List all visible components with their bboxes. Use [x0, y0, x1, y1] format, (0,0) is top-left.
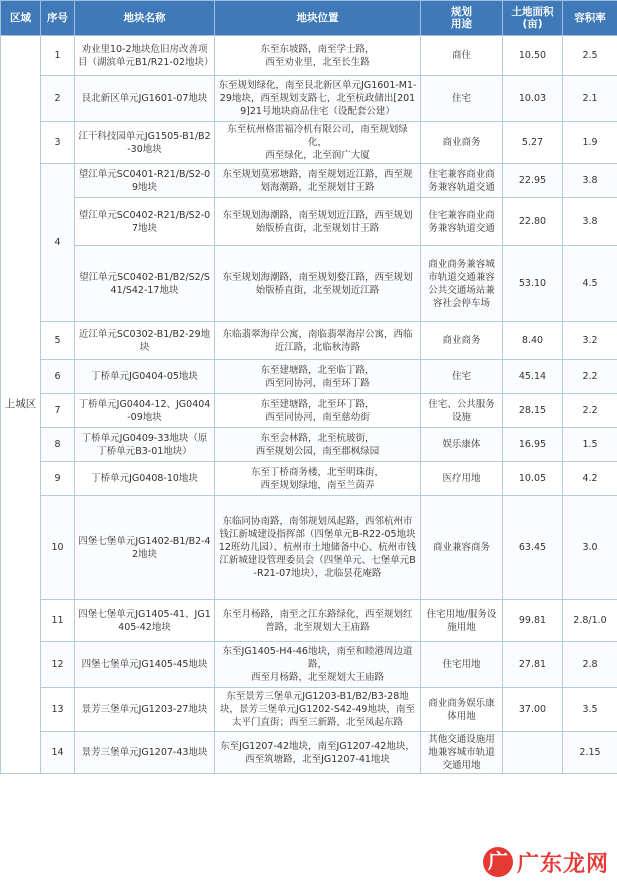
land-area-cell: 28.15: [503, 394, 563, 428]
plot-location-cell: 东至建塘路，北至环丁路， 西至同协河，南至慈幼街: [215, 394, 421, 428]
plot-name-cell: 四堡七堡单元JG1405-41、JG1405-42地块: [75, 600, 215, 642]
plot-location-cell: 东至会林路，北至杭玻街， 西至规划公园，南至郡枫绿园: [215, 428, 421, 462]
floor-area-ratio-cell: 3.2: [563, 322, 617, 360]
plot-location-cell: 东至建塘路，北至临丁路， 西至同协河，南至环丁路: [215, 360, 421, 394]
plot-name-cell: 四堡七堡单元JG1405-45地块: [75, 642, 215, 688]
plot-location-cell: 东至规划海潮路，南至规划近江路，西至规划始版桥直街，北至规划甘王路: [215, 198, 421, 246]
planned-use-cell: 住宅: [421, 76, 503, 122]
planned-use-cell: 其他交通设施用地兼容城市轨道交通用地: [421, 732, 503, 774]
plot-location-cell: 东至月杨路，南至之江东路绿化，西至规划红普路，北至规划大王庙路: [215, 600, 421, 642]
watermark-text: 广东龙网: [516, 851, 609, 877]
planned-use-cell: 住宅用地/服务设施用地: [421, 600, 503, 642]
table-row: [1, 76, 617, 122]
seq-cell: 5: [41, 322, 75, 360]
planned-use-cell: 娱乐康体: [421, 428, 503, 462]
plot-location-cell: 东至规划莫邪塘路，南至规划近江路，西至规划海潮路，北至规划甘王路: [215, 164, 421, 198]
seq-cell: 12: [41, 642, 75, 688]
land-area-cell: 22.80: [503, 198, 563, 246]
header-location: 地块位置: [215, 1, 421, 36]
header-far: 容积率: [563, 1, 617, 36]
plot-name-cell: 丁桥单元JG0404-05地块: [75, 360, 215, 394]
region-cell: 上城区: [1, 36, 41, 774]
seq-cell: 9: [41, 462, 75, 496]
plot-location-cell: 东临同协南路，南邻规划凤起路，西邻杭州市钱江新城建设指挥部（四堡单元B-R22-05地块12班幼儿园）、杭州市土地储备中心、杭州市钱江新城建设管理委员会（四堡单元、七堡单元B-R21-07地块），北临昙花庵路: [215, 496, 421, 600]
header-name: 地块名称: [75, 1, 215, 36]
land-area-cell: [503, 732, 563, 774]
plot-name-cell: 江干科技园单元JG1505-B1/B2-30地块: [75, 122, 215, 164]
planned-use-cell: 住宅用地: [421, 642, 503, 688]
plot-name-cell: 景芳三堡单元JG1203-27地块: [75, 688, 215, 732]
seq-cell: 10: [41, 496, 75, 600]
land-area-cell: 22.95: [503, 164, 563, 198]
plot-name-cell: 望江单元SC0402-B1/B2/S2/S41/S42-17地块: [75, 246, 215, 322]
plot-name-cell: 景芳三堡单元JG1207-43地块: [75, 732, 215, 774]
land-area-cell: 16.95: [503, 428, 563, 462]
seq-cell: 7: [41, 394, 75, 428]
plot-name-cell: 望江单元SC0401-R21/B/S2-09地块: [75, 164, 215, 198]
land-area-cell: 37.00: [503, 688, 563, 732]
floor-area-ratio-cell: 2.5: [563, 36, 617, 76]
table-row: [1, 600, 617, 642]
header-use: 规划 用途: [421, 1, 503, 36]
planned-use-cell: 商业商务: [421, 322, 503, 360]
plot-name-cell: 劝业里10-2地块危旧房改善项目（湖滨单元B1/R21-02地块）: [75, 36, 215, 76]
table-row: [1, 122, 617, 164]
seq-cell: 14: [41, 732, 75, 774]
floor-area-ratio-cell: 2.2: [563, 360, 617, 394]
plot-location-cell: 东至东坡路，南至学士路， 西至劝业里，北至长生路: [215, 36, 421, 76]
planned-use-cell: 商业商务: [421, 122, 503, 164]
table-row: [1, 688, 617, 732]
floor-area-ratio-cell: 1.5: [563, 428, 617, 462]
table-row: [1, 36, 617, 76]
plot-name-cell: 丁桥单元JG0409-33地块（原丁桥单元B3-01地块）: [75, 428, 215, 462]
table-row: [1, 732, 617, 774]
header-area: 土地面积 (亩): [503, 1, 563, 36]
floor-area-ratio-cell: 2.1: [563, 76, 617, 122]
seq-cell: 2: [41, 76, 75, 122]
seq-cell: 8: [41, 428, 75, 462]
table-row: [1, 246, 617, 322]
land-area-cell: 99.81: [503, 600, 563, 642]
seq-cell: 13: [41, 688, 75, 732]
plot-location-cell: 东至规划海潮路，南至规划婺江路，西至规划始版桥直街，北至规划近江路: [215, 246, 421, 322]
seq-cell: 1: [41, 36, 75, 76]
plot-name-cell: 艮北新区单元JG1601-07地块: [75, 76, 215, 122]
floor-area-ratio-cell: 3.0: [563, 496, 617, 600]
table-row: [1, 164, 617, 198]
floor-area-ratio-cell: 2.8: [563, 642, 617, 688]
land-area-cell: 5.27: [503, 122, 563, 164]
plot-location-cell: 东临翡翠海岸公寓，南临翡翠海岸公寓，西临近江路，北临秋涛路: [215, 322, 421, 360]
planned-use-cell: 商业商务娱乐康体用地: [421, 688, 503, 732]
planned-use-cell: 住宅兼容商业商务兼容轨道交通: [421, 198, 503, 246]
watermark: [452, 837, 617, 887]
header-row: [1, 1, 617, 36]
planned-use-cell: 住宅、公共服务设施: [421, 394, 503, 428]
seq-cell: 3: [41, 122, 75, 164]
table-row: [1, 428, 617, 462]
planned-use-cell: 商住: [421, 36, 503, 76]
land-area-cell: 45.14: [503, 360, 563, 394]
plot-location-cell: 东至景芳三堡单元JG1203-B1/B2/B3-28地块，景芳三堡单元JG1202-S42-49地块，南至太平门直街；西至三新路，北至凤起东路: [215, 688, 421, 732]
plot-location-cell: 东至丁桥商务楼，北至明珠街， 西至规划绿地，南至兰茵弄: [215, 462, 421, 496]
plot-name-cell: 四堡七堡单元JG1402-B1/B2-42地块: [75, 496, 215, 600]
table-row: [1, 394, 617, 428]
land-area-cell: 10.03: [503, 76, 563, 122]
table-row: [1, 496, 617, 600]
land-area-cell: 10.50: [503, 36, 563, 76]
planned-use-cell: 住宅兼容商业商务兼容轨道交通: [421, 164, 503, 198]
floor-area-ratio-cell: 3.8: [563, 164, 617, 198]
table-row: [1, 198, 617, 246]
plot-name-cell: 近江单元SC0302-B1/B2-29地块: [75, 322, 215, 360]
header-seq: 序号: [41, 1, 75, 36]
land-area-cell: 8.40: [503, 322, 563, 360]
plot-name-cell: 丁桥单元JG0408-10地块: [75, 462, 215, 496]
table-row: [1, 462, 617, 496]
table-row: [1, 322, 617, 360]
plot-location-cell: 东至杭州格雷福冷机有限公司，南至规划绿化， 西至绿化，北至润广大厦: [215, 122, 421, 164]
floor-area-ratio-cell: 2.2: [563, 394, 617, 428]
floor-area-ratio-cell: 2.15: [563, 732, 617, 774]
land-area-cell: 53.10: [503, 246, 563, 322]
header-region: 区域: [1, 1, 41, 36]
floor-area-ratio-cell: 3.8: [563, 198, 617, 246]
seq-cell: 6: [41, 360, 75, 394]
floor-area-ratio-cell: 4.2: [563, 462, 617, 496]
table-row: [1, 642, 617, 688]
plot-location-cell: 东至JG1207-42地块，南至JG1207-42地块，西至筑塘路，北至JG1207-41地块: [215, 732, 421, 774]
land-area-cell: 27.81: [503, 642, 563, 688]
planned-use-cell: 商业兼容商务: [421, 496, 503, 600]
table-row: [1, 360, 617, 394]
planned-use-cell: 医疗用地: [421, 462, 503, 496]
seq-cell: 4: [41, 164, 75, 322]
floor-area-ratio-cell: 2.8/1.0: [563, 600, 617, 642]
planned-use-cell: 商业商务兼容城市轨道交通兼容公共交通场站兼容社会停车场: [421, 246, 503, 322]
floor-area-ratio-cell: 1.9: [563, 122, 617, 164]
plot-name-cell: 望江单元SC0402-R21/B/S2-07地块: [75, 198, 215, 246]
watermark-logo-icon: 广: [483, 847, 513, 877]
floor-area-ratio-cell: 3.5: [563, 688, 617, 732]
land-area-cell: 10.05: [503, 462, 563, 496]
planned-use-cell: 住宅: [421, 360, 503, 394]
seq-cell: 11: [41, 600, 75, 642]
plot-name-cell: 丁桥单元JG0404-12、JG0404-09地块: [75, 394, 215, 428]
plot-location-cell: 东至规划绿化，南至艮北新区单元JG1601-M1-29地块，西至规划支路七，北至杭政储出[2019]21号地块商品住宅（设配套公建）: [215, 76, 421, 122]
plot-location-cell: 东至JG1405-H4-46地块，南至和睦港周边道路， 西至月杨路，北至规划大王庙路: [215, 642, 421, 688]
land-area-cell: 63.45: [503, 496, 563, 600]
floor-area-ratio-cell: 4.5: [563, 246, 617, 322]
